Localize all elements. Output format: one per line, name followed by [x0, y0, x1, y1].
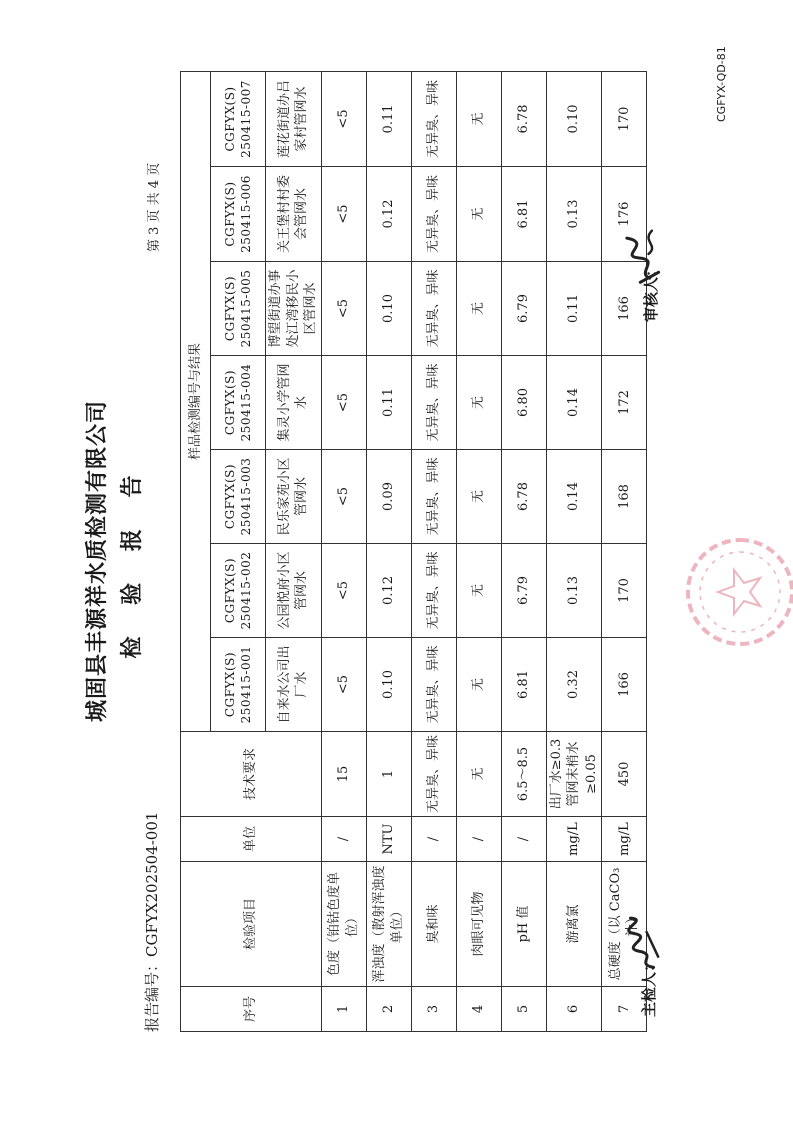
table-row	[501, 71, 546, 1031]
result-cell: 0.14	[546, 450, 602, 544]
sample-code: CGFYX(S) 250415-005	[211, 262, 266, 356]
header-sample-group: 样品检测编号与结果	[181, 71, 211, 731]
result-cell: 6.78	[501, 71, 546, 166]
result-cell: <5	[321, 450, 366, 544]
row-requirement: 450	[602, 732, 647, 817]
company-name: 城固县丰源祥水质检测有限公司	[84, 400, 110, 723]
result-cell: <5	[321, 71, 366, 166]
table-row	[602, 71, 647, 1031]
result-cell: 无	[456, 262, 501, 356]
result-cell: 6.81	[501, 167, 546, 262]
row-item: 臭和味	[411, 862, 456, 987]
header-requirement: 技术要求	[181, 732, 322, 817]
row-unit: /	[411, 817, 456, 862]
row-seq: 3	[411, 987, 456, 1032]
table-row	[366, 71, 411, 1031]
result-cell: 无异臭、异味	[411, 71, 456, 166]
result-cell: <5	[321, 356, 366, 450]
result-cell: 0.12	[366, 544, 411, 638]
row-unit: mg/L	[602, 817, 647, 862]
seal-icon	[680, 532, 793, 652]
results-table	[180, 71, 647, 1032]
signature-scribble-icon	[622, 910, 666, 974]
sample-code: CGFYX(S) 250415-006	[211, 167, 266, 262]
row-seq: 2	[366, 987, 411, 1032]
result-cell: 168	[602, 450, 647, 544]
result-cell: 6.79	[501, 262, 546, 356]
result-cell: 0.13	[546, 544, 602, 638]
tester-signature	[622, 909, 673, 974]
row-unit: /	[456, 817, 501, 862]
result-cell: 6.78	[501, 450, 546, 544]
sample-code: CGFYX(S) 250415-001	[211, 638, 266, 732]
result-cell: 170	[602, 71, 647, 166]
result-cell: 0.10	[366, 638, 411, 732]
result-cell: 0.32	[546, 638, 602, 732]
result-cell: 无	[456, 638, 501, 732]
header-seq: 序号	[181, 987, 322, 1032]
result-cell: 无	[456, 356, 501, 450]
result-cell: 0.10	[546, 71, 602, 166]
row-unit: /	[321, 817, 366, 862]
row-seq: 5	[501, 987, 546, 1032]
result-cell: 无	[456, 71, 501, 166]
result-cell: 无异臭、异味	[411, 638, 456, 732]
row-unit: mg/L	[546, 817, 602, 862]
sample-name: 莲花街道办吕家村管网水	[266, 71, 322, 166]
table-row	[456, 71, 501, 1031]
row-seq: 7	[602, 987, 647, 1032]
report-number: 报告编号：CGFYX202504-001	[143, 811, 161, 1032]
row-requirement: 无异臭、异味	[411, 732, 456, 817]
result-cell: 0.14	[546, 356, 602, 450]
row-seq: 4	[456, 987, 501, 1032]
sample-name: 民乐家苑小区管网水	[266, 450, 322, 544]
sample-code: CGFYX(S) 250415-002	[211, 544, 266, 638]
report-title: 检 验 报 告	[119, 463, 145, 659]
row-item: 游离氯	[546, 862, 602, 987]
result-cell: <5	[321, 638, 366, 732]
header-item: 检验项目	[181, 862, 322, 987]
result-cell: 无异臭、异味	[411, 450, 456, 544]
result-cell: <5	[321, 544, 366, 638]
table-row	[411, 71, 456, 1031]
result-cell: 0.09	[366, 450, 411, 544]
result-cell: 166	[602, 262, 647, 356]
result-cell: <5	[321, 167, 366, 262]
row-item: pH 值	[501, 862, 546, 987]
result-cell: <5	[321, 262, 366, 356]
row-item: 浑浊度（散射浑浊度单位）	[366, 862, 411, 987]
result-cell: 0.11	[366, 71, 411, 166]
sample-name: 自来水公司出厂水	[266, 638, 322, 732]
table-row	[321, 71, 366, 1031]
sample-name: 公园悦府小区管网水	[266, 544, 322, 638]
result-cell: 无异臭、异味	[411, 544, 456, 638]
form-code: CGFYX-QD-81	[715, 46, 728, 122]
row-requirement: 出厂水≥0.3 管网末梢水≥0.05	[546, 732, 602, 817]
sample-name: 博望街道办事处江湾移民小区管网水	[266, 262, 322, 356]
reviewer-signature	[620, 224, 678, 289]
row-requirement: 1	[366, 732, 411, 817]
result-cell: 170	[602, 544, 647, 638]
row-unit: NTU	[366, 817, 411, 862]
row-requirement: 无	[456, 732, 501, 817]
result-cell: 0.11	[366, 356, 411, 450]
header-unit: 单位	[181, 817, 322, 862]
reviewer-label: 审核人：	[642, 261, 660, 322]
result-cell: 无	[456, 167, 501, 262]
row-unit: /	[501, 817, 546, 862]
row-seq: 6	[546, 987, 602, 1032]
result-cell: 6.81	[501, 638, 546, 732]
result-cell: 176	[602, 167, 647, 262]
sample-name: 集灵小学管网水	[266, 356, 322, 450]
row-item: 色度（铂钴色度单位）	[321, 862, 366, 987]
sample-name: 关王堡村村委会管网水	[266, 167, 322, 262]
row-item: 肉眼可见物	[456, 862, 501, 987]
tester-label: 主检人：	[640, 956, 658, 1017]
company-seal-stamp	[680, 532, 793, 652]
table-row	[546, 71, 602, 1031]
row-requirement: 15	[321, 732, 366, 817]
result-cell: 无	[456, 544, 501, 638]
result-cell: 0.12	[366, 167, 411, 262]
sample-code: CGFYX(S) 250415-007	[211, 71, 266, 166]
result-cell: 0.10	[366, 262, 411, 356]
page-number: 第 3 页 共 4 页	[147, 162, 162, 252]
row-item: 总硬度（以 CaCO₃计）	[602, 862, 647, 987]
result-cell: 无异臭、异味	[411, 167, 456, 262]
result-cell: 0.13	[546, 167, 602, 262]
result-cell: 0.11	[546, 262, 602, 356]
result-cell: 无异臭、异味	[411, 262, 456, 356]
result-cell: 6.80	[501, 356, 546, 450]
row-requirement: 6.5～8.5	[501, 732, 546, 817]
sample-code: CGFYX(S) 250415-004	[211, 356, 266, 450]
result-cell: 172	[602, 356, 647, 450]
result-cell: 无异臭、异味	[411, 356, 456, 450]
result-cell: 6.79	[501, 544, 546, 638]
result-cell: 无	[456, 450, 501, 544]
row-seq: 1	[321, 987, 366, 1032]
result-cell: 166	[602, 638, 647, 732]
sample-code: CGFYX(S) 250415-003	[211, 450, 266, 544]
